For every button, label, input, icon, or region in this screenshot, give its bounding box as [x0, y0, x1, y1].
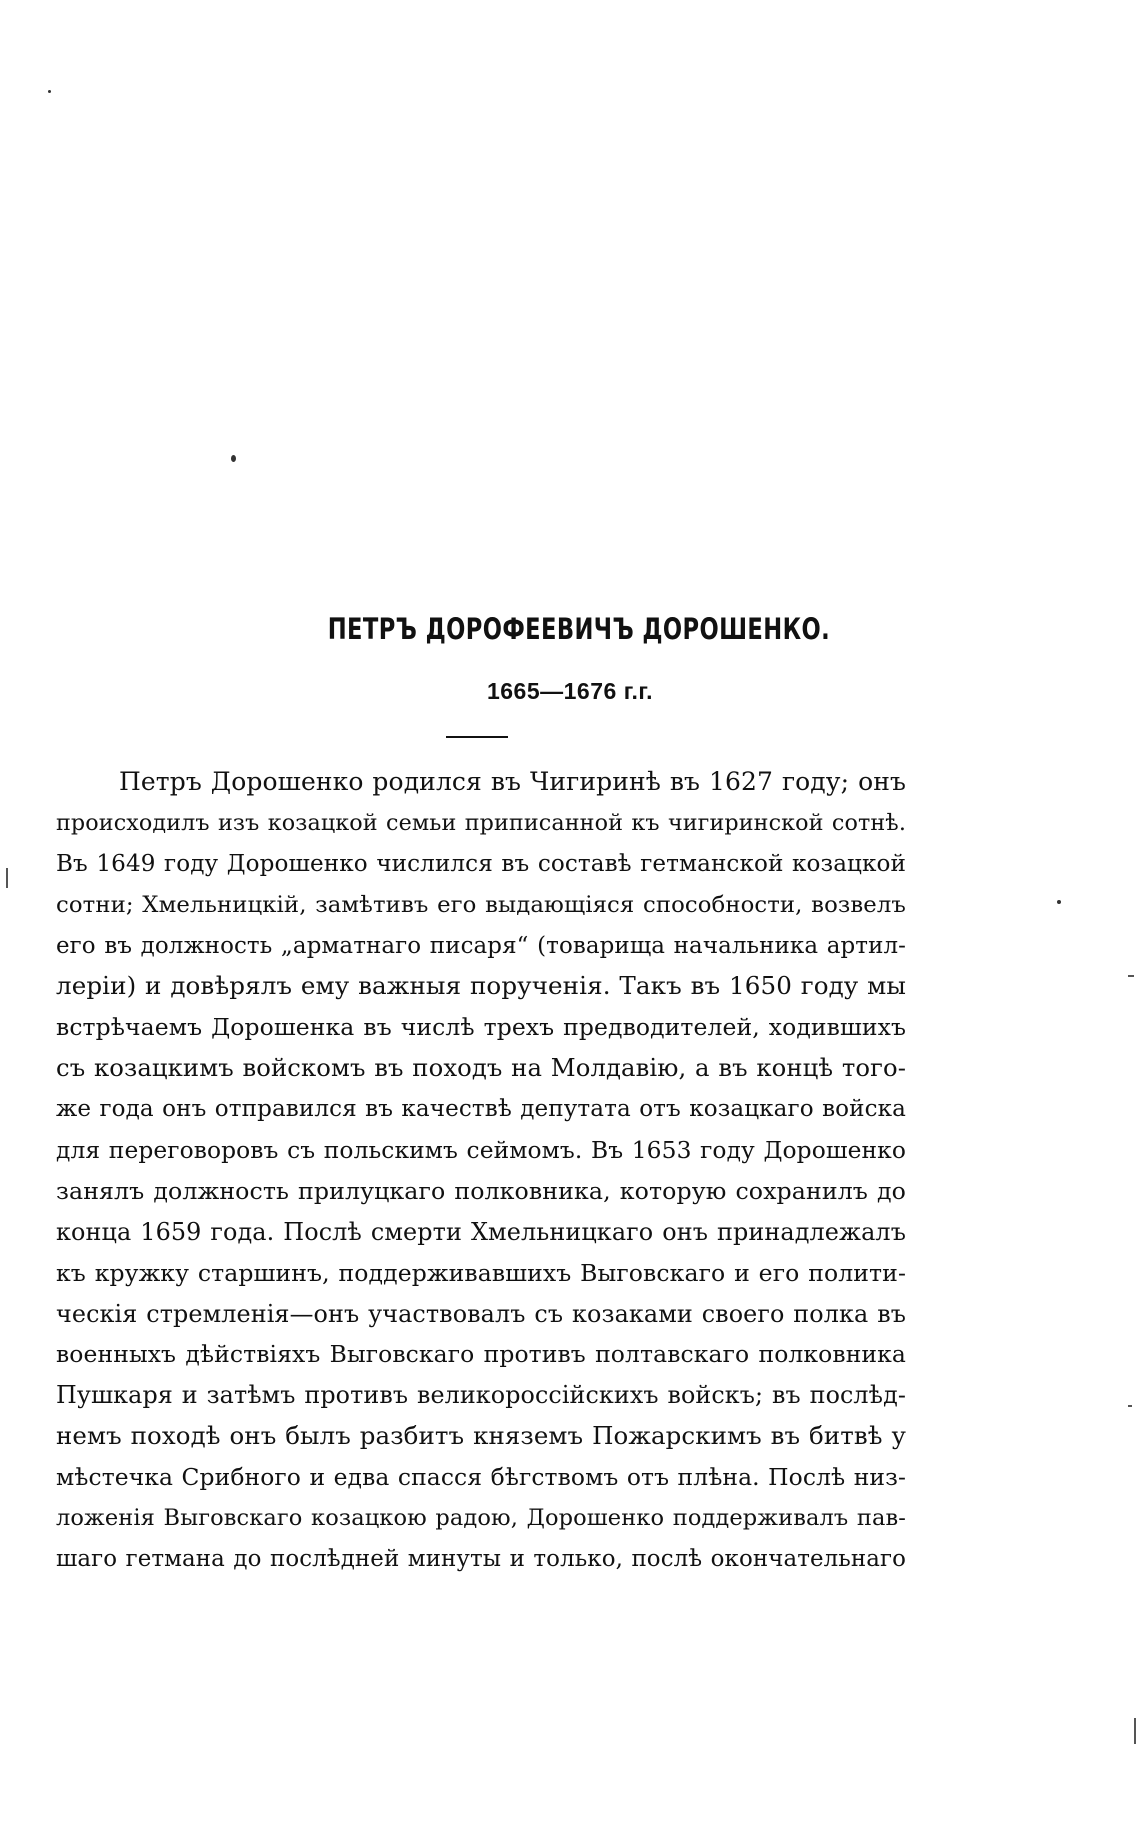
text-line: къ кружку старшинъ, поддерживавшихъ Выговскаго и его полити-	[56, 1258, 906, 1287]
text-line: его въ должность „арматнаго писаря“ (товарища начальника артил-	[56, 932, 906, 959]
text-line: сотни; Хмельницкій, замѣтивъ его выдающіяся способности, возвелъ	[56, 891, 906, 918]
text-line: леріи) и довѣрялъ ему важныя порученія. Такъ въ 1650 году мы	[56, 971, 906, 1001]
text-line: для переговоровъ съ польскимъ сеймомъ. Въ 1653 году Дорошенко	[56, 1136, 906, 1165]
scan-edge-mark	[6, 868, 8, 888]
text-line: съ козацкимъ войскомъ въ походъ на Молдавію, а въ концѣ того-	[56, 1053, 906, 1083]
scan-speck	[1057, 900, 1061, 904]
text-line: Въ 1649 году Дорошенко числился въ составѣ гетманской козацкой	[56, 850, 906, 877]
title-text: ПЕТРЪ ДОРОФЕЕВИЧЪ ДОРОШЕНКО.	[327, 612, 831, 646]
text-line: мѣстечка Срибного и едва спасся бѣгствомъ отъ плѣна. Послѣ низ-	[56, 1463, 906, 1492]
text-line: происходилъ изъ козацкой семьи приписанной къ чигиринской сотнѣ.	[56, 809, 906, 836]
scan-edge-mark	[1128, 1405, 1132, 1407]
text-line: шаго гетмана до послѣдней минуты и только, послѣ окончательнаго	[56, 1545, 906, 1572]
years-text: 1665—1676 г.г.	[486, 678, 654, 704]
document-years	[0, 678, 1140, 705]
text-line: военныхъ дѣйствіяхъ Выговскаго противъ полтавскаго полковника	[56, 1340, 906, 1369]
text-line: ложенія Выговскаго козацкою радою, Дорошенко поддерживалъ пав-	[56, 1505, 906, 1532]
scan-edge-mark	[1134, 1718, 1136, 1744]
scan-speck	[48, 90, 51, 93]
document-title	[127, 612, 1016, 646]
text-line: Пушкаря и затѣмъ противъ великороссійскихъ войскъ; въ послѣд-	[56, 1381, 906, 1410]
title-divider	[446, 736, 508, 738]
scan-speck	[231, 455, 236, 462]
text-line: Петръ Дорошенко родился въ Чигиринѣ въ 1627 году; онъ	[119, 767, 906, 796]
text-line: же года онъ отправился въ качествѣ депутата отъ козацкаго войска	[56, 1096, 906, 1123]
text-line: конца 1659 года. Послѣ смерти Хмельницкаго онъ принадлежалъ	[56, 1217, 906, 1246]
scan-edge-mark	[1128, 975, 1134, 977]
text-line: немъ походѣ онъ былъ разбитъ княземъ Пожарскимъ въ битвѣ у	[56, 1421, 906, 1451]
text-line: ческія стремленія—онъ участвовалъ съ козаками своего полка въ	[56, 1299, 906, 1328]
body-paragraph	[56, 762, 906, 1580]
text-line: занялъ должность прилуцкаго полковника, которую сохранилъ до	[56, 1176, 906, 1205]
text-line: встрѣчаемъ Дорошенка въ числѣ трехъ предводителей, ходившихъ	[56, 1013, 906, 1042]
